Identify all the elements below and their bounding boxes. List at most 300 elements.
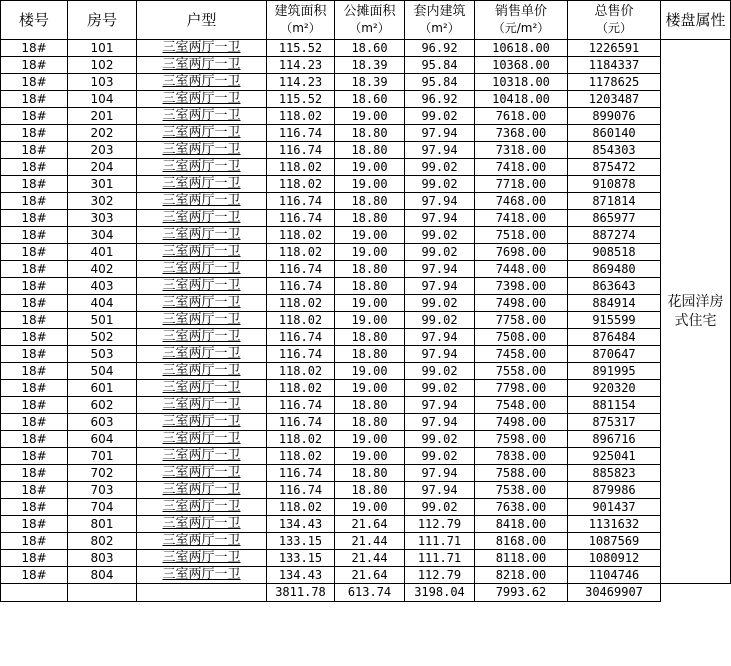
cell-unit-price: 8168.00 <box>475 533 568 550</box>
cell-shared-area: 18.39 <box>335 57 405 74</box>
header-property-type: 楼盘属性 <box>661 1 731 40</box>
table-footer <box>1 584 731 602</box>
cell-inner-area: 97.94 <box>405 465 475 482</box>
cell-shared-area: 18.80 <box>335 397 405 414</box>
cell-unit-price: 8118.00 <box>475 550 568 567</box>
cell-room: 102 <box>68 57 137 74</box>
cell-total-price: 869480 <box>568 261 661 278</box>
header-inner-area-label: 套内建筑 <box>413 4 466 19</box>
cell-layout: 三室两厅一卫 <box>137 516 267 533</box>
cell-gross-area: 133.15 <box>267 533 335 550</box>
cell-total-price: 1203487 <box>568 91 661 108</box>
cell-total-price: 1184337 <box>568 57 661 74</box>
cell-shared-area: 19.00 <box>335 159 405 176</box>
cell-inner-area: 97.94 <box>405 329 475 346</box>
cell-inner-area: 97.94 <box>405 397 475 414</box>
cell-gross-area: 118.02 <box>267 431 335 448</box>
cell-layout: 三室两厅一卫 <box>137 533 267 550</box>
cell-layout: 三室两厅一卫 <box>137 176 267 193</box>
cell-gross-area: 118.02 <box>267 159 335 176</box>
cell-building: 18# <box>1 550 68 567</box>
cell-layout: 三室两厅一卫 <box>137 550 267 567</box>
cell-layout: 三室两厅一卫 <box>137 108 267 125</box>
cell-shared-area: 18.60 <box>335 91 405 108</box>
header-building: 楼号 <box>1 1 68 40</box>
cell-shared-area: 18.39 <box>335 74 405 91</box>
cell-total-price: 884914 <box>568 295 661 312</box>
header-total-price <box>568 1 661 40</box>
cell-layout: 三室两厅一卫 <box>137 244 267 261</box>
header-total-price-unit: （元） <box>595 21 632 35</box>
header-gross-area <box>267 1 335 40</box>
cell-building: 18# <box>1 363 68 380</box>
cell-shared-area: 19.00 <box>335 176 405 193</box>
cell-total-price: 870647 <box>568 346 661 363</box>
cell-inner-area: 97.94 <box>405 482 475 499</box>
cell-layout: 三室两厅一卫 <box>137 57 267 74</box>
cell-gross-area: 115.52 <box>267 40 335 57</box>
cell-room: 801 <box>68 516 137 533</box>
cell-building: 18# <box>1 210 68 227</box>
cell-inner-area: 97.94 <box>405 125 475 142</box>
cell-unit-price: 7598.00 <box>475 431 568 448</box>
cell-shared-area: 18.80 <box>335 465 405 482</box>
header-total-price-label: 总售价 <box>594 4 634 19</box>
cell-building: 18# <box>1 91 68 108</box>
cell-inner-area: 95.84 <box>405 57 475 74</box>
cell-total-price: 891995 <box>568 363 661 380</box>
cell-shared-area: 19.00 <box>335 363 405 380</box>
totals-empty-building <box>1 584 68 602</box>
cell-building: 18# <box>1 125 68 142</box>
cell-inner-area: 99.02 <box>405 227 475 244</box>
table-row <box>1 550 731 567</box>
cell-building: 18# <box>1 482 68 499</box>
cell-unit-price: 7418.00 <box>475 210 568 227</box>
cell-building: 18# <box>1 431 68 448</box>
cell-inner-area: 96.92 <box>405 40 475 57</box>
cell-room: 402 <box>68 261 137 278</box>
cell-building: 18# <box>1 533 68 550</box>
cell-room: 203 <box>68 142 137 159</box>
table-row <box>1 91 731 108</box>
cell-shared-area: 18.80 <box>335 278 405 295</box>
cell-total-price: 885823 <box>568 465 661 482</box>
cell-gross-area: 116.74 <box>267 465 335 482</box>
cell-layout: 三室两厅一卫 <box>137 125 267 142</box>
cell-shared-area: 18.80 <box>335 193 405 210</box>
cell-total-price: 1104746 <box>568 567 661 584</box>
table-row <box>1 533 731 550</box>
table-row <box>1 278 731 295</box>
cell-layout: 三室两厅一卫 <box>137 142 267 159</box>
table-row <box>1 414 731 431</box>
header-room: 房号 <box>68 1 137 40</box>
cell-gross-area: 118.02 <box>267 108 335 125</box>
cell-gross-area: 116.74 <box>267 193 335 210</box>
cell-total-price: 1080912 <box>568 550 661 567</box>
cell-inner-area: 99.02 <box>405 448 475 465</box>
cell-total-price: 910878 <box>568 176 661 193</box>
cell-unit-price: 10368.00 <box>475 57 568 74</box>
cell-room: 104 <box>68 91 137 108</box>
table-row <box>1 397 731 414</box>
cell-shared-area: 19.00 <box>335 108 405 125</box>
table-row <box>1 567 731 584</box>
cell-total-price: 915599 <box>568 312 661 329</box>
cell-layout: 三室两厅一卫 <box>137 465 267 482</box>
cell-building: 18# <box>1 278 68 295</box>
cell-shared-area: 18.80 <box>335 329 405 346</box>
cell-shared-area: 19.00 <box>335 227 405 244</box>
cell-building: 18# <box>1 516 68 533</box>
cell-layout: 三室两厅一卫 <box>137 40 267 57</box>
cell-layout: 三室两厅一卫 <box>137 261 267 278</box>
cell-shared-area: 19.00 <box>335 312 405 329</box>
cell-total-price: 901437 <box>568 499 661 516</box>
cell-total-price: 887274 <box>568 227 661 244</box>
cell-total-price: 854303 <box>568 142 661 159</box>
cell-gross-area: 118.02 <box>267 448 335 465</box>
cell-building: 18# <box>1 397 68 414</box>
table-row <box>1 363 731 380</box>
cell-layout: 三室两厅一卫 <box>137 431 267 448</box>
cell-building: 18# <box>1 261 68 278</box>
cell-layout: 三室两厅一卫 <box>137 278 267 295</box>
cell-building: 18# <box>1 74 68 91</box>
cell-unit-price: 7448.00 <box>475 261 568 278</box>
cell-room: 802 <box>68 533 137 550</box>
cell-building: 18# <box>1 176 68 193</box>
cell-shared-area: 18.80 <box>335 482 405 499</box>
cell-room: 302 <box>68 193 137 210</box>
cell-building: 18# <box>1 159 68 176</box>
cell-inner-area: 97.94 <box>405 346 475 363</box>
cell-inner-area: 99.02 <box>405 108 475 125</box>
cell-inner-area: 99.02 <box>405 244 475 261</box>
cell-gross-area: 116.74 <box>267 329 335 346</box>
cell-gross-area: 114.23 <box>267 74 335 91</box>
cell-inner-area: 97.94 <box>405 414 475 431</box>
table-row <box>1 57 731 74</box>
cell-layout: 三室两厅一卫 <box>137 567 267 584</box>
cell-unit-price: 7508.00 <box>475 329 568 346</box>
cell-total-price: 875317 <box>568 414 661 431</box>
cell-layout: 三室两厅一卫 <box>137 499 267 516</box>
cell-total-price: 920320 <box>568 380 661 397</box>
cell-inner-area: 112.79 <box>405 567 475 584</box>
cell-gross-area: 118.02 <box>267 312 335 329</box>
cell-gross-area: 115.52 <box>267 91 335 108</box>
cell-shared-area: 18.80 <box>335 346 405 363</box>
cell-room: 103 <box>68 74 137 91</box>
totals-empty-room <box>68 584 137 602</box>
cell-gross-area: 116.74 <box>267 142 335 159</box>
cell-gross-area: 118.02 <box>267 295 335 312</box>
table-row <box>1 346 731 363</box>
cell-gross-area: 134.43 <box>267 516 335 533</box>
cell-room: 501 <box>68 312 137 329</box>
cell-building: 18# <box>1 295 68 312</box>
cell-unit-price: 10418.00 <box>475 91 568 108</box>
cell-total-price: 1131632 <box>568 516 661 533</box>
cell-total-price: 863643 <box>568 278 661 295</box>
cell-unit-price: 7368.00 <box>475 125 568 142</box>
cell-shared-area: 21.64 <box>335 567 405 584</box>
table-row <box>1 193 731 210</box>
header-inner-area-unit: （m²） <box>419 21 460 35</box>
cell-gross-area: 116.74 <box>267 261 335 278</box>
cell-building: 18# <box>1 329 68 346</box>
cell-layout: 三室两厅一卫 <box>137 448 267 465</box>
cell-room: 101 <box>68 40 137 57</box>
cell-room: 603 <box>68 414 137 431</box>
cell-shared-area: 21.44 <box>335 550 405 567</box>
cell-shared-area: 21.64 <box>335 516 405 533</box>
property-type-cell: 花园洋房式住宅 <box>661 40 731 584</box>
cell-total-price: 896716 <box>568 431 661 448</box>
cell-shared-area: 21.44 <box>335 533 405 550</box>
table-row <box>1 159 731 176</box>
cell-room: 703 <box>68 482 137 499</box>
cell-room: 403 <box>68 278 137 295</box>
header-shared-area <box>335 1 405 40</box>
cell-layout: 三室两厅一卫 <box>137 346 267 363</box>
cell-layout: 三室两厅一卫 <box>137 91 267 108</box>
table-row <box>1 261 731 278</box>
cell-inner-area: 99.02 <box>405 312 475 329</box>
cell-building: 18# <box>1 414 68 431</box>
cell-inner-area: 99.02 <box>405 499 475 516</box>
cell-layout: 三室两厅一卫 <box>137 74 267 91</box>
table-row <box>1 465 731 482</box>
cell-layout: 三室两厅一卫 <box>137 380 267 397</box>
cell-building: 18# <box>1 465 68 482</box>
cell-gross-area: 116.74 <box>267 482 335 499</box>
cell-inner-area: 99.02 <box>405 176 475 193</box>
cell-total-price: 908518 <box>568 244 661 261</box>
cell-building: 18# <box>1 380 68 397</box>
cell-gross-area: 116.74 <box>267 125 335 142</box>
cell-layout: 三室两厅一卫 <box>137 414 267 431</box>
cell-building: 18# <box>1 40 68 57</box>
cell-building: 18# <box>1 448 68 465</box>
header-gross-area-unit: （m²） <box>280 21 321 35</box>
cell-unit-price: 7558.00 <box>475 363 568 380</box>
header-unit-price <box>475 1 568 40</box>
cell-gross-area: 118.02 <box>267 176 335 193</box>
totals-empty-layout <box>137 584 267 602</box>
cell-building: 18# <box>1 346 68 363</box>
table-row <box>1 431 731 448</box>
table-row <box>1 227 731 244</box>
total-inner-area: 3198.04 <box>405 584 475 602</box>
cell-unit-price: 7838.00 <box>475 448 568 465</box>
cell-unit-price: 7758.00 <box>475 312 568 329</box>
cell-room: 303 <box>68 210 137 227</box>
cell-gross-area: 114.23 <box>267 57 335 74</box>
average-unit-price: 7993.62 <box>475 584 568 602</box>
cell-total-price: 879986 <box>568 482 661 499</box>
table-row <box>1 74 731 91</box>
cell-layout: 三室两厅一卫 <box>137 482 267 499</box>
cell-room: 401 <box>68 244 137 261</box>
cell-gross-area: 118.02 <box>267 380 335 397</box>
cell-room: 301 <box>68 176 137 193</box>
cell-room: 503 <box>68 346 137 363</box>
cell-unit-price: 10618.00 <box>475 40 568 57</box>
cell-unit-price: 7398.00 <box>475 278 568 295</box>
table-row <box>1 482 731 499</box>
table-row <box>1 295 731 312</box>
cell-unit-price: 7538.00 <box>475 482 568 499</box>
cell-gross-area: 116.74 <box>267 346 335 363</box>
cell-total-price: 1178625 <box>568 74 661 91</box>
cell-gross-area: 134.43 <box>267 567 335 584</box>
table-row <box>1 516 731 533</box>
cell-building: 18# <box>1 567 68 584</box>
cell-unit-price: 7638.00 <box>475 499 568 516</box>
cell-room: 803 <box>68 550 137 567</box>
cell-room: 601 <box>68 380 137 397</box>
header-unit-price-unit: （元/m²） <box>492 21 550 35</box>
cell-total-price: 1087569 <box>568 533 661 550</box>
cell-building: 18# <box>1 57 68 74</box>
table-row <box>1 108 731 125</box>
cell-unit-price: 7588.00 <box>475 465 568 482</box>
cell-shared-area: 19.00 <box>335 431 405 448</box>
cell-total-price: 899076 <box>568 108 661 125</box>
cell-room: 504 <box>68 363 137 380</box>
table-row <box>1 244 731 261</box>
cell-gross-area: 133.15 <box>267 550 335 567</box>
table-row <box>1 40 731 57</box>
cell-inner-area: 97.94 <box>405 142 475 159</box>
cell-gross-area: 116.74 <box>267 278 335 295</box>
cell-shared-area: 18.80 <box>335 142 405 159</box>
cell-unit-price: 8218.00 <box>475 567 568 584</box>
header-gross-area-label: 建筑面积 <box>274 4 327 19</box>
cell-inner-area: 99.02 <box>405 159 475 176</box>
total-price-sum: 30469907 <box>568 584 661 602</box>
table-row <box>1 380 731 397</box>
cell-layout: 三室两厅一卫 <box>137 329 267 346</box>
cell-inner-area: 99.02 <box>405 363 475 380</box>
cell-unit-price: 7798.00 <box>475 380 568 397</box>
cell-room: 201 <box>68 108 137 125</box>
cell-shared-area: 19.00 <box>335 244 405 261</box>
cell-gross-area: 116.74 <box>267 210 335 227</box>
header-row <box>1 1 731 40</box>
cell-building: 18# <box>1 244 68 261</box>
table-body <box>1 40 731 584</box>
cell-gross-area: 118.02 <box>267 363 335 380</box>
cell-room: 704 <box>68 499 137 516</box>
cell-room: 602 <box>68 397 137 414</box>
cell-unit-price: 7498.00 <box>475 414 568 431</box>
cell-room: 702 <box>68 465 137 482</box>
cell-layout: 三室两厅一卫 <box>137 312 267 329</box>
cell-room: 202 <box>68 125 137 142</box>
table-row <box>1 142 731 159</box>
cell-room: 604 <box>68 431 137 448</box>
table-row <box>1 312 731 329</box>
cell-total-price: 876484 <box>568 329 661 346</box>
cell-unit-price: 7718.00 <box>475 176 568 193</box>
cell-unit-price: 8418.00 <box>475 516 568 533</box>
table-row <box>1 125 731 142</box>
cell-room: 804 <box>68 567 137 584</box>
cell-building: 18# <box>1 193 68 210</box>
cell-building: 18# <box>1 227 68 244</box>
cell-shared-area: 19.00 <box>335 380 405 397</box>
cell-room: 404 <box>68 295 137 312</box>
cell-gross-area: 118.02 <box>267 227 335 244</box>
header-layout: 户型 <box>137 1 267 40</box>
cell-unit-price: 7518.00 <box>475 227 568 244</box>
table-row <box>1 448 731 465</box>
cell-layout: 三室两厅一卫 <box>137 397 267 414</box>
cell-total-price: 871814 <box>568 193 661 210</box>
cell-inner-area: 112.79 <box>405 516 475 533</box>
cell-total-price: 1226591 <box>568 40 661 57</box>
table-row <box>1 329 731 346</box>
cell-shared-area: 18.60 <box>335 40 405 57</box>
cell-total-price: 881154 <box>568 397 661 414</box>
header-shared-area-label: 公摊面积 <box>343 4 396 19</box>
cell-building: 18# <box>1 499 68 516</box>
cell-total-price: 860140 <box>568 125 661 142</box>
cell-unit-price: 7498.00 <box>475 295 568 312</box>
cell-room: 502 <box>68 329 137 346</box>
cell-shared-area: 18.80 <box>335 125 405 142</box>
cell-inner-area: 97.94 <box>405 210 475 227</box>
cell-inner-area: 111.71 <box>405 550 475 567</box>
cell-layout: 三室两厅一卫 <box>137 363 267 380</box>
table-row <box>1 176 731 193</box>
header-shared-area-unit: （m²） <box>349 21 390 35</box>
table-row <box>1 499 731 516</box>
cell-inner-area: 99.02 <box>405 431 475 448</box>
cell-room: 304 <box>68 227 137 244</box>
cell-total-price: 925041 <box>568 448 661 465</box>
cell-inner-area: 97.94 <box>405 261 475 278</box>
cell-shared-area: 18.80 <box>335 261 405 278</box>
total-gross-area: 3811.78 <box>267 584 335 602</box>
totals-row <box>1 584 731 602</box>
header-inner-area <box>405 1 475 40</box>
header-unit-price-label: 销售单价 <box>494 4 547 19</box>
cell-shared-area: 18.80 <box>335 414 405 431</box>
table-row <box>1 210 731 227</box>
cell-unit-price: 10318.00 <box>475 74 568 91</box>
cell-unit-price: 7548.00 <box>475 397 568 414</box>
cell-unit-price: 7618.00 <box>475 108 568 125</box>
cell-shared-area: 18.80 <box>335 210 405 227</box>
table-header <box>1 1 731 40</box>
cell-inner-area: 99.02 <box>405 295 475 312</box>
cell-building: 18# <box>1 142 68 159</box>
cell-unit-price: 7468.00 <box>475 193 568 210</box>
total-shared-area: 613.74 <box>335 584 405 602</box>
cell-layout: 三室两厅一卫 <box>137 227 267 244</box>
cell-gross-area: 116.74 <box>267 414 335 431</box>
cell-building: 18# <box>1 312 68 329</box>
cell-layout: 三室两厅一卫 <box>137 193 267 210</box>
cell-layout: 三室两厅一卫 <box>137 210 267 227</box>
cell-unit-price: 7458.00 <box>475 346 568 363</box>
cell-total-price: 875472 <box>568 159 661 176</box>
